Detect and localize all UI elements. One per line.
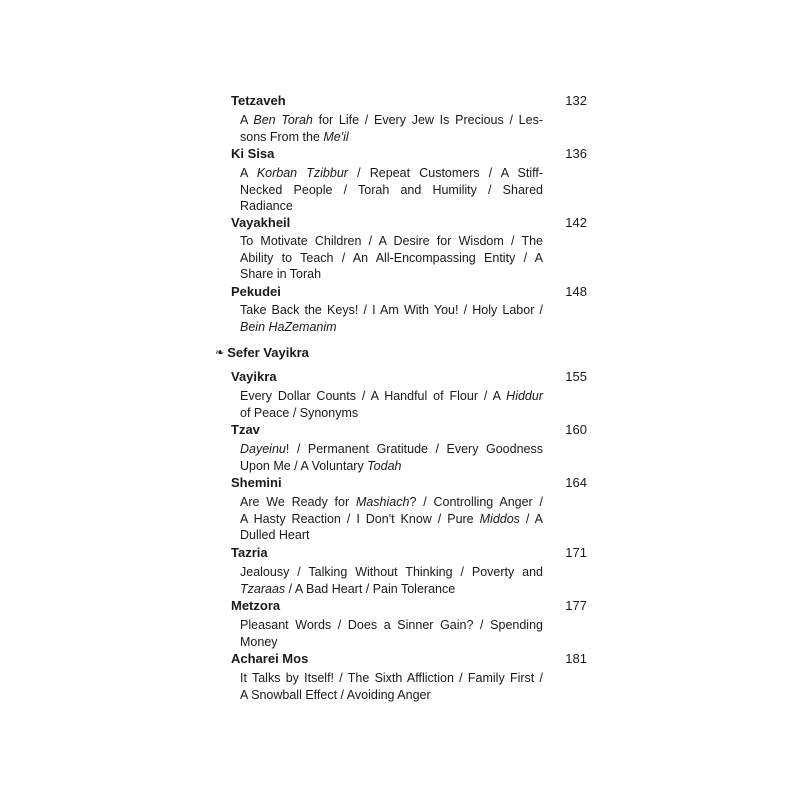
- entry-title: Metzora: [231, 598, 281, 613]
- description-line: [240, 670, 543, 687]
- entry-description: [240, 388, 543, 421]
- entry-description: [240, 165, 543, 215]
- italic-term: Mashiach: [355, 495, 410, 509]
- entry-title: Ki Sisa: [231, 146, 275, 161]
- entry-page-number: 177: [565, 598, 587, 613]
- entry-description: [240, 233, 543, 283]
- text-run: Ability to Teach / An All-Encompassing Entity / A: [240, 250, 543, 265]
- entry-description: [240, 112, 543, 145]
- text-run: / A: [519, 511, 543, 526]
- description-line: [240, 581, 543, 598]
- entry-page-number: 132: [565, 93, 587, 108]
- text-run: Necked People / Torah and Humility / Shared: [240, 182, 543, 197]
- text-run: Every Dollar Counts / A Handful of Flour / A: [240, 389, 507, 403]
- text-run: for Life / Every Jew Is Precious / Les-: [312, 113, 543, 127]
- description-line: [240, 527, 543, 544]
- text-run: Take Back the Keys! / I Am With You! / Holy Labor /: [240, 303, 543, 317]
- entry-description: [240, 441, 543, 474]
- entry-title: Tzav: [231, 422, 260, 437]
- text-run: Share in Torah: [240, 267, 322, 282]
- italic-term: Todah: [367, 458, 402, 473]
- entry-title: Vayakheil: [231, 215, 291, 230]
- italic-term: Ben Torah: [253, 113, 313, 127]
- description-line: [240, 129, 543, 146]
- description-line: [240, 388, 543, 405]
- entry-page-number: 160: [565, 422, 587, 437]
- italic-term: Middos: [479, 511, 520, 526]
- description-line: [240, 511, 543, 528]
- description-line: [240, 617, 543, 634]
- text-run: of Peace / Synonyms: [240, 405, 359, 420]
- text-run: It Talks by Itself! / The Sixth Affliction / Family First /: [240, 671, 543, 685]
- text-run: Money: [240, 634, 278, 649]
- text-run: Pleasant Words / Does a Sinner Gain? / Spending: [240, 618, 543, 632]
- description-line: [240, 165, 543, 182]
- description-line: [240, 319, 543, 336]
- description-line: [240, 112, 543, 129]
- text-run: ! / Permanent Gratitude / Every Goodness: [285, 442, 543, 456]
- entry-page-number: 164: [565, 475, 587, 490]
- description-line: [240, 405, 543, 422]
- text-run: Are We Ready for: [240, 495, 356, 509]
- entry-page-number: 171: [565, 545, 587, 560]
- text-run: Radiance: [240, 199, 293, 214]
- description-line: [240, 302, 543, 319]
- description-line: [240, 198, 543, 215]
- text-run: A: [240, 166, 257, 180]
- description-line: [240, 182, 543, 199]
- italic-term: Me'il: [323, 129, 349, 144]
- entry-title: Pekudei: [231, 284, 281, 299]
- description-line: [240, 564, 543, 581]
- italic-term: Hiddur: [506, 389, 543, 403]
- section-title: Sefer Vayikra: [227, 345, 309, 360]
- description-line: [240, 266, 543, 283]
- text-run: To Motivate Children / A Desire for Wisdom / The: [240, 234, 543, 248]
- description-line: [240, 250, 543, 267]
- text-run: Upon Me / A Voluntary: [240, 458, 368, 473]
- text-run: / Repeat Customers / A Stiff-: [347, 166, 544, 180]
- entry-description: [240, 670, 543, 703]
- description-line: [240, 441, 543, 458]
- description-line: [240, 687, 543, 704]
- entry-page-number: 136: [565, 146, 587, 161]
- entry-page-number: 148: [565, 284, 587, 299]
- description-line: [240, 233, 543, 250]
- entry-description: [240, 564, 543, 597]
- entry-description: [240, 617, 543, 650]
- entry-page-number: 155: [565, 369, 587, 384]
- entry-title: Shemini: [231, 475, 282, 490]
- entry-title: Acharei Mos: [231, 651, 309, 666]
- entry-description: [240, 494, 543, 544]
- text-run: A: [240, 113, 254, 127]
- section-heading: [215, 345, 309, 361]
- text-run: Dulled Heart: [240, 528, 310, 543]
- entry-page-number: 142: [565, 215, 587, 230]
- description-line: [240, 458, 543, 475]
- italic-term: Dayeinu: [240, 442, 286, 456]
- text-run: Jealousy / Talking Without Thinking / Poverty and: [240, 565, 543, 579]
- text-run: A Snowball Effect / Avoiding Anger: [240, 687, 431, 702]
- entry-page-number: 181: [565, 651, 587, 666]
- italic-term: Bein HaZemanim: [240, 319, 337, 334]
- italic-term: Tzaraas: [240, 581, 286, 596]
- italic-term: Korban Tzibbur: [256, 166, 348, 180]
- text-run: A Hasty Reaction / I Don't Know / Pure: [240, 511, 480, 526]
- entry-title: Tazria: [231, 545, 268, 560]
- text-run: ? / Controlling Anger /: [409, 495, 543, 509]
- description-line: [240, 634, 543, 651]
- text-run: sons From the: [240, 129, 324, 144]
- entry-title: Tetzaveh: [231, 93, 286, 108]
- text-run: / A Bad Heart / Pain Tolerance: [285, 581, 456, 596]
- fleuron-icon: ❧: [215, 347, 225, 359]
- description-line: [240, 494, 543, 511]
- entry-description: [240, 302, 543, 335]
- entry-title: Vayikra: [231, 369, 277, 384]
